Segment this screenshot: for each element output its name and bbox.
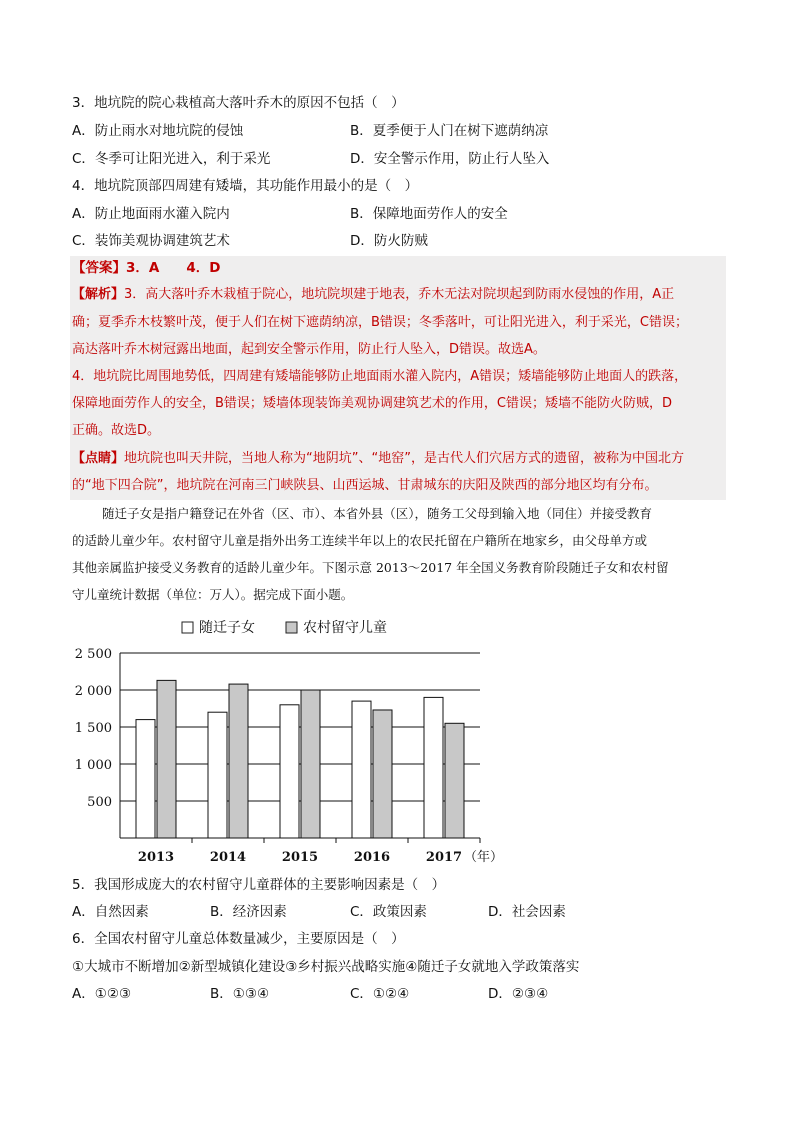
answer-line: [72, 259, 220, 277]
bar: [280, 705, 299, 838]
q4-option-d: D．防火防贼: [350, 233, 428, 249]
q3-option-d: D．安全警示作用，防止行人坠入: [350, 151, 550, 167]
q4-option-a: A．防止地面雨水灌入院内: [72, 206, 230, 222]
y-tick-label: 2 500: [74, 647, 112, 662]
q6-statements: ①大城市不断增加②新型城镇化建设③乡村振兴战略实施④随迁子女就地入学政策落实: [72, 959, 580, 975]
x-unit-label: （年）: [464, 850, 504, 865]
x-tick-label: 2016: [353, 850, 391, 865]
note-line-1: [72, 450, 684, 468]
analysis-line-4: 4．地坑院比周围地势低，四周建有矮墙能够防止地面雨水灌入院内，A错误；矮墙能够防止地面人的跌落，: [72, 369, 688, 384]
bar-chart: [60, 605, 520, 875]
y-tick-label: 500: [87, 795, 112, 810]
analysis-line-1: [72, 286, 674, 304]
question-4-stem: 4．地坑院顶部四周建有矮墙，其功能作用最小的是（ ）: [72, 178, 419, 194]
passage-line-3: 其他亲属监护接受义务教育的适龄儿童少年。下图示意 2013～2017 年全国义务教育阶段随迁子女和农村留: [72, 560, 669, 575]
legend-label: 随迁子女: [199, 620, 255, 636]
analysis-line-6: 正确。故选D。: [72, 423, 161, 438]
y-tick-label: 1 500: [74, 721, 112, 736]
q4-option-c: C．装饰美观协调建筑艺术: [72, 233, 230, 249]
q6-option-d: D．②③④: [488, 986, 549, 1002]
analysis-line-5: 保障地面劳作人的安全，B错误；矮墙体现装饰美观协调建筑艺术的作用，C错误；矮墙不能防火防贼，D: [72, 396, 673, 411]
bar: [157, 680, 176, 838]
q3-option-c: C．冬季可让阳光进入，利于采光: [72, 151, 271, 167]
bar: [373, 710, 392, 838]
y-tick-label: 1 000: [74, 758, 112, 773]
question-3-stem: 3．地坑院的院心栽植高大落叶乔木的原因不包括（ ）: [72, 95, 405, 111]
x-tick-label: 2013: [137, 850, 175, 865]
x-tick-label: 2015: [281, 850, 319, 865]
bar: [229, 684, 248, 838]
legend-label: 农村留守儿童: [303, 620, 387, 636]
x-tick-label: 2014: [209, 850, 247, 865]
note-text-1: 地坑院也叫天井院，当地人称为“地阴坑”、“地窑”，是古代人们穴居方式的遗留，被称为中国北方: [124, 451, 684, 466]
question-6-stem: 6．全国农村留守儿童总体数量减少，主要原因是（ ）: [72, 931, 405, 947]
legend-swatch: [182, 622, 193, 633]
analysis-line-3: 高达落叶乔木树冠露出地面，起到安全警示作用，防止行人坠入，D错误。故选A。: [72, 342, 546, 357]
q3-option-a: A．防止雨水对地坑院的侵蚀: [72, 123, 244, 139]
passage-line-4: 守儿童统计数据（单位：万人）。据完成下面小题。: [72, 587, 354, 602]
q6-option-a: A．①②③: [72, 986, 132, 1002]
bar: [208, 712, 227, 838]
q5-option-a: A．自然因素: [72, 904, 149, 920]
answer-tag: 【答案】: [72, 260, 126, 276]
passage-line-1: 随迁子女是指户籍登记在外省（区、市）、本省外县（区），随务工父母到输入地（同住）并接受教育: [102, 506, 653, 521]
passage-line-2: 的适龄儿童少年。农村留守儿童是指外出务工连续半年以上的农民托留在户籍所在地家乡，由父母单方或: [72, 533, 648, 548]
analysis-line-2: 确；夏季乔木枝繁叶茂，便于人们在树下遮荫纳凉，B错误；冬季落叶，可让阳光进入，利于采光，C错误；: [72, 315, 688, 330]
bar: [445, 723, 464, 838]
q6-option-c: C．①②④: [350, 986, 410, 1002]
bar: [301, 690, 320, 838]
bar: [136, 720, 155, 838]
q6-option-b: B．①③④: [210, 986, 270, 1002]
q5-option-b: B．经济因素: [210, 904, 287, 920]
analysis-tag: 【解析】: [72, 287, 125, 302]
q5-option-d: D．社会因素: [488, 904, 566, 920]
answer-text: 3．A 4．D: [126, 260, 221, 276]
q4-option-b: B．保障地面劳作人的安全: [350, 206, 508, 222]
x-tick-label: 2017: [425, 850, 463, 865]
legend-swatch: [286, 622, 297, 633]
bar: [352, 701, 371, 838]
bar: [424, 697, 443, 838]
q3-option-b: B．夏季便于人门在树下遮荫纳凉: [350, 123, 549, 139]
note-tag: 【点睛】: [72, 451, 125, 466]
q5-option-c: C．政策因素: [350, 904, 427, 920]
y-tick-label: 2 000: [74, 684, 112, 699]
analysis-text-1: 3．高大落叶乔木栽植于院心，地坑院坝建于地表，乔木无法对院坝起到防雨水侵蚀的作用，A正: [124, 287, 675, 302]
note-line-2: 的“地下四合院”，地坑院在河南三门峡陕县、山西运城、甘肃城东的庆阳及陕西的部分地区均有分布。: [72, 478, 658, 493]
question-5-stem: 5．我国形成庞大的农村留守儿童群体的主要影响因素是（ ）: [72, 877, 446, 893]
